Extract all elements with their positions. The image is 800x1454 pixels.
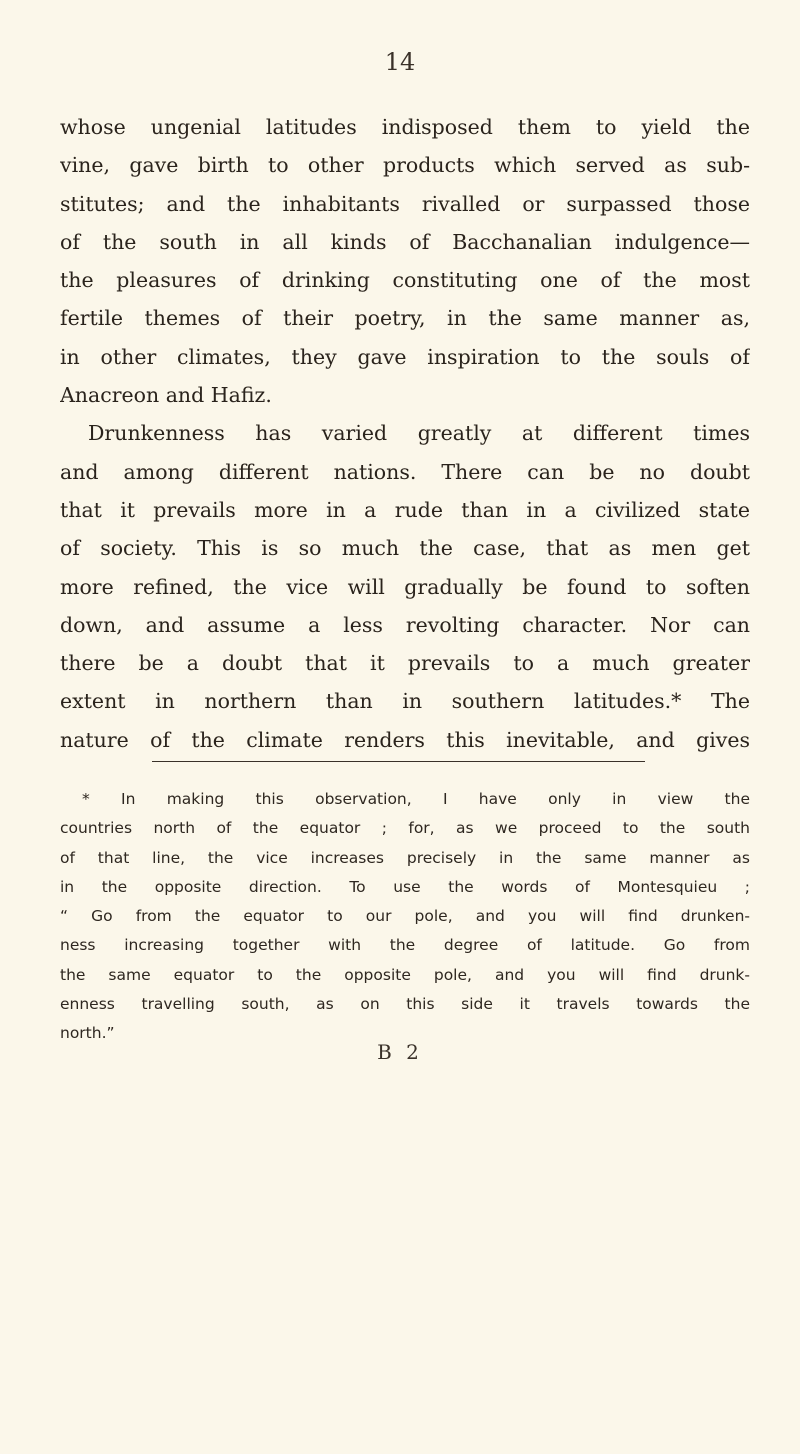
- body-line: vine, gave birth to other products which served as sub-: [60, 153, 750, 178]
- body-line: Drunkenness has varied greatly at different times: [88, 421, 750, 446]
- signature-mark: B 2: [377, 1040, 423, 1064]
- body-text: [60, 108, 750, 759]
- footnote-line: in the opposite direction. To use the words of Montesquieu ;: [60, 877, 750, 896]
- footnote-line: “ Go from the equator to our pole, and you will find drunken-: [60, 907, 750, 926]
- body-line: fertile themes of their poetry, in the same manner as,: [60, 306, 750, 331]
- footnote-line: countries north of the equator ; for, as we proceed to the south: [60, 819, 750, 838]
- footnote-line: of that line, the vice increases precisely in the same manner as: [60, 848, 750, 867]
- footnote-line: ness increasing together with the degree of latitude. Go from: [60, 936, 750, 955]
- body-line: that it prevails more in a rude than in a civilized state: [60, 497, 750, 522]
- footnote-line: north.”: [60, 1024, 115, 1043]
- body-line: more refined, the vice will gradually be found to soften: [60, 574, 750, 599]
- footnote-line: enness travelling south, as on this side it travels towards the: [60, 995, 750, 1014]
- body-line: whose ungenial latitudes indisposed them to yield the: [60, 115, 750, 139]
- body-line: extent in northern than in southern latitudes.* The: [60, 689, 750, 714]
- body-line: nature of the climate renders this inevitable, and gives: [60, 727, 750, 752]
- footnote-line: * In making this observation, I have only in view the: [82, 790, 750, 808]
- body-line: Anacreon and Hafiz.: [60, 383, 272, 408]
- body-line: of society. This is so much the case, that as men get: [60, 536, 750, 561]
- body-line: of the south in all kinds of Bacchanalian indulgence—: [60, 229, 750, 254]
- body-line: the pleasures of drinking constituting one of the most: [60, 268, 750, 293]
- body-line: and among different nations. There can be no doubt: [60, 459, 750, 484]
- footnote-divider: [152, 761, 645, 762]
- footnote-line: the same equator to the opposite pole, and you will find drunk-: [60, 965, 750, 984]
- footnote: [60, 785, 750, 1049]
- body-line: down, and assume a less revolting character. Nor can: [60, 612, 750, 637]
- body-line: there be a doubt that it prevails to a much greater: [60, 651, 750, 676]
- body-line: in other climates, they gave inspiration to the souls of: [60, 344, 750, 369]
- page-number: 14: [384, 48, 416, 76]
- body-line: stitutes; and the inhabitants rivalled or surpassed those: [60, 191, 750, 216]
